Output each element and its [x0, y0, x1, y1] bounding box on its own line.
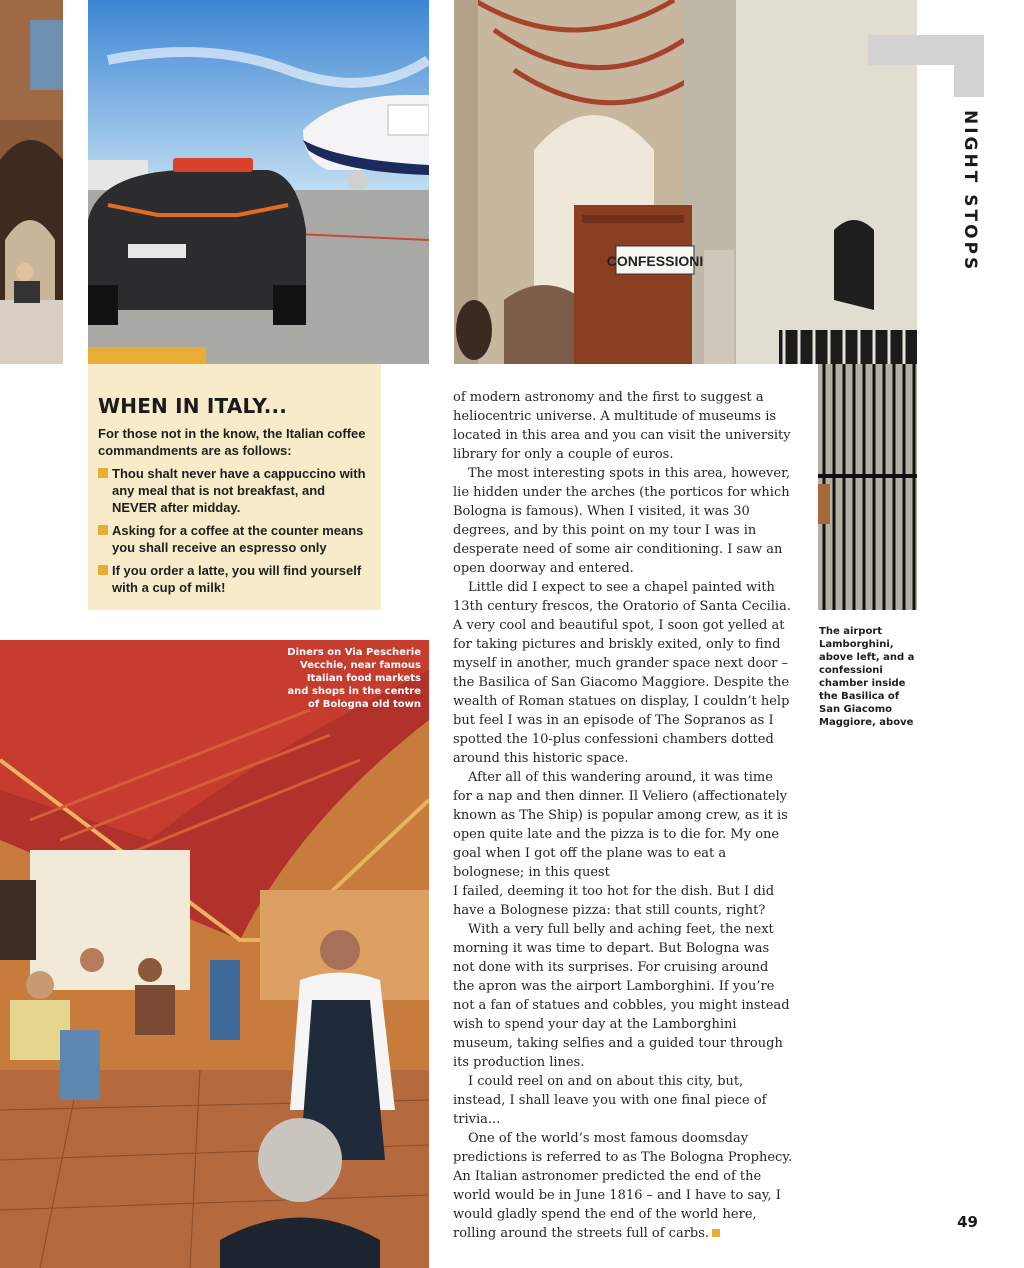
sidebar-item — [98, 465, 371, 516]
sidebar-title: WHEN IN ITALY... — [98, 394, 288, 418]
sidebar-item-text: Asking for a coffee at the counter means you shall receive an espresso only — [112, 523, 364, 555]
article-paragraph — [453, 1129, 793, 1243]
article-paragraph: After all of this wandering around, it was time for a nap and then dinner. Il Veliero (affectionately known as The Ship) is popular among crew, as it is open quite late and the pizza is to die for. My one goal when I got off the plane was to eat a bolognese; in this quest — [453, 770, 788, 880]
bullet-square-icon — [98, 565, 108, 575]
basilica-photo — [454, 0, 917, 364]
article-paragraph: With a very full belly and aching feet, the next morning it was time to depart. But Bologna was not done with its surprises. For cruising around the apron was the airport Lamborghini. If you’re not a fan of statues and cobbles, you might instead wish to spend your day at the Lamborghini museum, taking selfies and a guided tour through its production lines. — [453, 922, 790, 1070]
article-paragraph-text: One of the world’s most famous doomsday predictions is referred to as The Bologna Prophecy. An Italian astronomer predicted the end of the world would be in June 1816 – and I have to say, I would gladly spend the end of the world here, rolling around the streets full of carbs. — [453, 1131, 793, 1241]
sidebar-list — [98, 465, 371, 596]
sidebar-intro: For those not in the know, the Italian coffee commandments are as follows: — [98, 426, 366, 458]
sidebar-item-text: Thou shalt never have a cappuccino with any meal that is not breakfast, and NEVER after midday. — [112, 466, 366, 515]
caption-lamborghini-basilica: The airport Lamborghini, above left, and a confessioni chamber inside the Basilica of San Giacomo Maggiore, above — [819, 626, 915, 728]
section-tab — [868, 35, 984, 97]
sidebar-item-text: If you order a latte, you will find yourself with a cup of milk! — [112, 563, 362, 595]
palazzo-photo — [0, 0, 63, 364]
article-paragraph: I failed, deeming it too hot for the dish. But I did have a Bolognese pizza: that still counts, right? — [453, 884, 775, 918]
confessioni-sign: CONFESSIONI — [606, 253, 704, 269]
diners-photo — [0, 640, 429, 1268]
lamborghini-photo — [88, 0, 429, 364]
caption-diners: Diners on Via Pescherie Vecchie, near famous Italian food markets and shops in the centre of Bologna old town — [287, 647, 421, 710]
article-paragraph: I could reel on and on about this city, but, instead, I shall leave you with one final piece of trivia... — [453, 1074, 767, 1127]
bullet-square-icon — [98, 525, 108, 535]
section-tab-stem — [954, 35, 984, 97]
sidebar-item — [98, 562, 371, 596]
coffee-sidebar — [88, 364, 381, 610]
article-paragraph: of modern astronomy and the first to suggest a heliocentric universe. A multitude of museums is located in this area and you can visit the university library for only a couple of euros. — [453, 390, 791, 462]
basilica-railing-photo — [818, 364, 917, 610]
article-paragraph: Little did I expect to see a chapel painted with 13th century frescos, the Oratorio of Santa Cecilia. A very cool and beautiful spot, I soon got yelled at for taking pictures and briskly exited, only to find myself in another, much grander space next door – the Basilica of San Giacomo Maggiore. Despite the wealth of Roman statues on display, I couldn’t help but feel I was in an episode of The Sopranos as I spotted the 10-plus confessioni chambers dotted around this historic space. — [453, 580, 791, 766]
sidebar-item — [98, 522, 371, 556]
section-label: NIGHT STOPS — [960, 110, 980, 273]
end-mark-icon — [712, 1229, 720, 1237]
page-number: 49 — [957, 1213, 978, 1231]
bullet-square-icon — [98, 468, 108, 478]
article-paragraph: The most interesting spots in this area, however, lie hidden under the arches (the porticos for which Bologna is famous). When I visited, it was 30 degrees, and by this point on my tour I was in desperate need of some air conditioning. I saw an open doorway and entered. — [453, 466, 791, 576]
article-body — [453, 388, 793, 1243]
